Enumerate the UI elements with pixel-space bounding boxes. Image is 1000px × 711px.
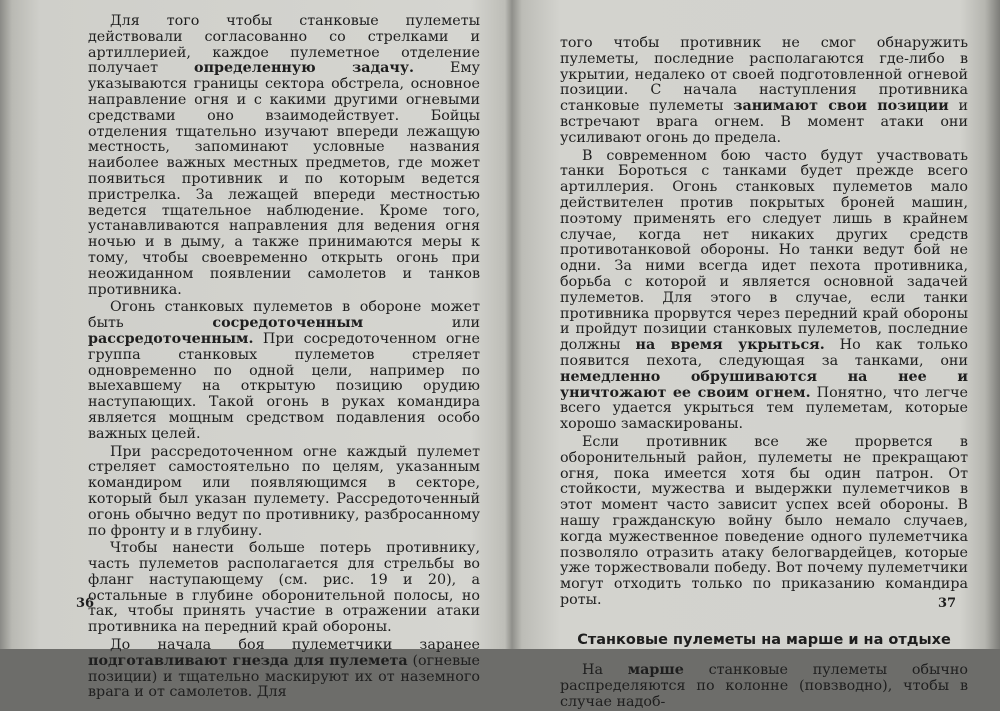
paragraph: На марше станковые пулеметы обычно распределяются по колонне (повзводно), чтобы в случае надоб- [560, 662, 968, 711]
page-number: 36 [76, 596, 95, 611]
paragraph: До начала боя пулеметчики заранее подготавливают гнезда для пулемета (огневые позиции) и тщательно маскируют их от наземного врага и от самолетов. Для [88, 637, 480, 701]
right-page-text [560, 36, 968, 711]
page-number: 37 [938, 596, 957, 611]
paragraph: того чтобы противник не смог обнаружить пулеметы, последние располагаются где-либо в укрытии, недалеко от своей подготовленной огневой позиции. С начала наступления противника станковые пулеметы занимают свои позиции и встречают врага огнем. В момент атаки они усиливают огонь до предела. [560, 35, 969, 146]
paragraph: Огонь станковых пулеметов в обороне может быть сосредоточенным или рассредоточенным. При сосредоточенном огне группа станковых пулеметов стреляет одновременно по одной цели, например по выехавшему на открытую позицию орудию наступающих. Такой огонь в руках командира является мощным средством подавления особо важных целей. [88, 299, 480, 442]
section-heading: Станковые пулеметы на марше и на отдыхе [577, 631, 951, 648]
paragraph: Если противник все же прорвется в оборонительный район, пулеметы не прекращают огня, пока имеется хотя бы один патрон. От стойкости, мужества и выдержки пулеметчиков в этот момент часто зависит успех всей обороны. В нашу гражданскую войну было немало случаев, когда мужественное поведение одного пулеметчика позволяло отразить атаку белогвардейцев, которые уже торжествовали победу. Вот почему пулеметчики могут отходить только по приказанию командира роты. [560, 433, 968, 608]
right-page [512, 0, 1000, 711]
left-page-text [88, 14, 480, 701]
paragraph: В современном бою часто будут участвовать танки Бороться с танками будет прежде всего артиллерия. Огонь станковых пулеметов мало действителен против покрытых броней машин, поэтому применять его следует лишь в крайнем случае, когда нет никаких других средств противотанковой обороны. Но танки ведут бой не одни. За ними всегда идет пехота противника, борьба с которой и является основной задачей пулеметов. Для этого в случае, если танки противника прорвутся через передний край обороны и пройдут позиции станковых пулеметов, последние должны на время укрыться. Но как только появится пехота, следующая за танками, они немедленно обрушиваются на нее и уничтожают ее своим огнем. Понятно, что легче всего удается укрыться тем пулеметам, которые хорошо замаскированы. [560, 147, 969, 433]
paragraph: При рассредоточенном огне каждый пулемет стреляет самостоятельно по целям, указанным командиром или появляющимся в секторе, который был указан пулемету. Рассредоточенный огонь обычно ведут по противнику, разбросанному по фронту и в глубину. [88, 443, 480, 539]
paragraph: Для того чтобы станковые пулеметы действовали согласованно со стрелками и артиллерией, каждое пулеметное отделение получает определенную задачу. Ему указываются границы сектора обстрела, основное направление огня и с какими другими огневыми средствами оно взаимодействует. Бойцы отделения тщательно изучают впереди лежащую местность, запоминают условные названия наиболее важных местных предметов, где может появиться противник и по которым ведется пристрелка. За лежащей впереди местностью ведется тщательное наблюдение. Кроме того, устанавливаются направления для ведения огня ночью и в дыму, а также принимаются меры к тому, чтобы своевременно открыть огонь при неожиданном появлении самолетов и танков противника. [88, 13, 481, 298]
paragraph: Чтобы нанести больше потерь противнику, часть пулеметов располагается для стрельбы во фланг наступающему (см. рис. 19 и 20), а остальные в глубине оборонительной полосы, но так, чтобы принять участие в отражении атаки противника на передний край обороны. [88, 540, 480, 636]
